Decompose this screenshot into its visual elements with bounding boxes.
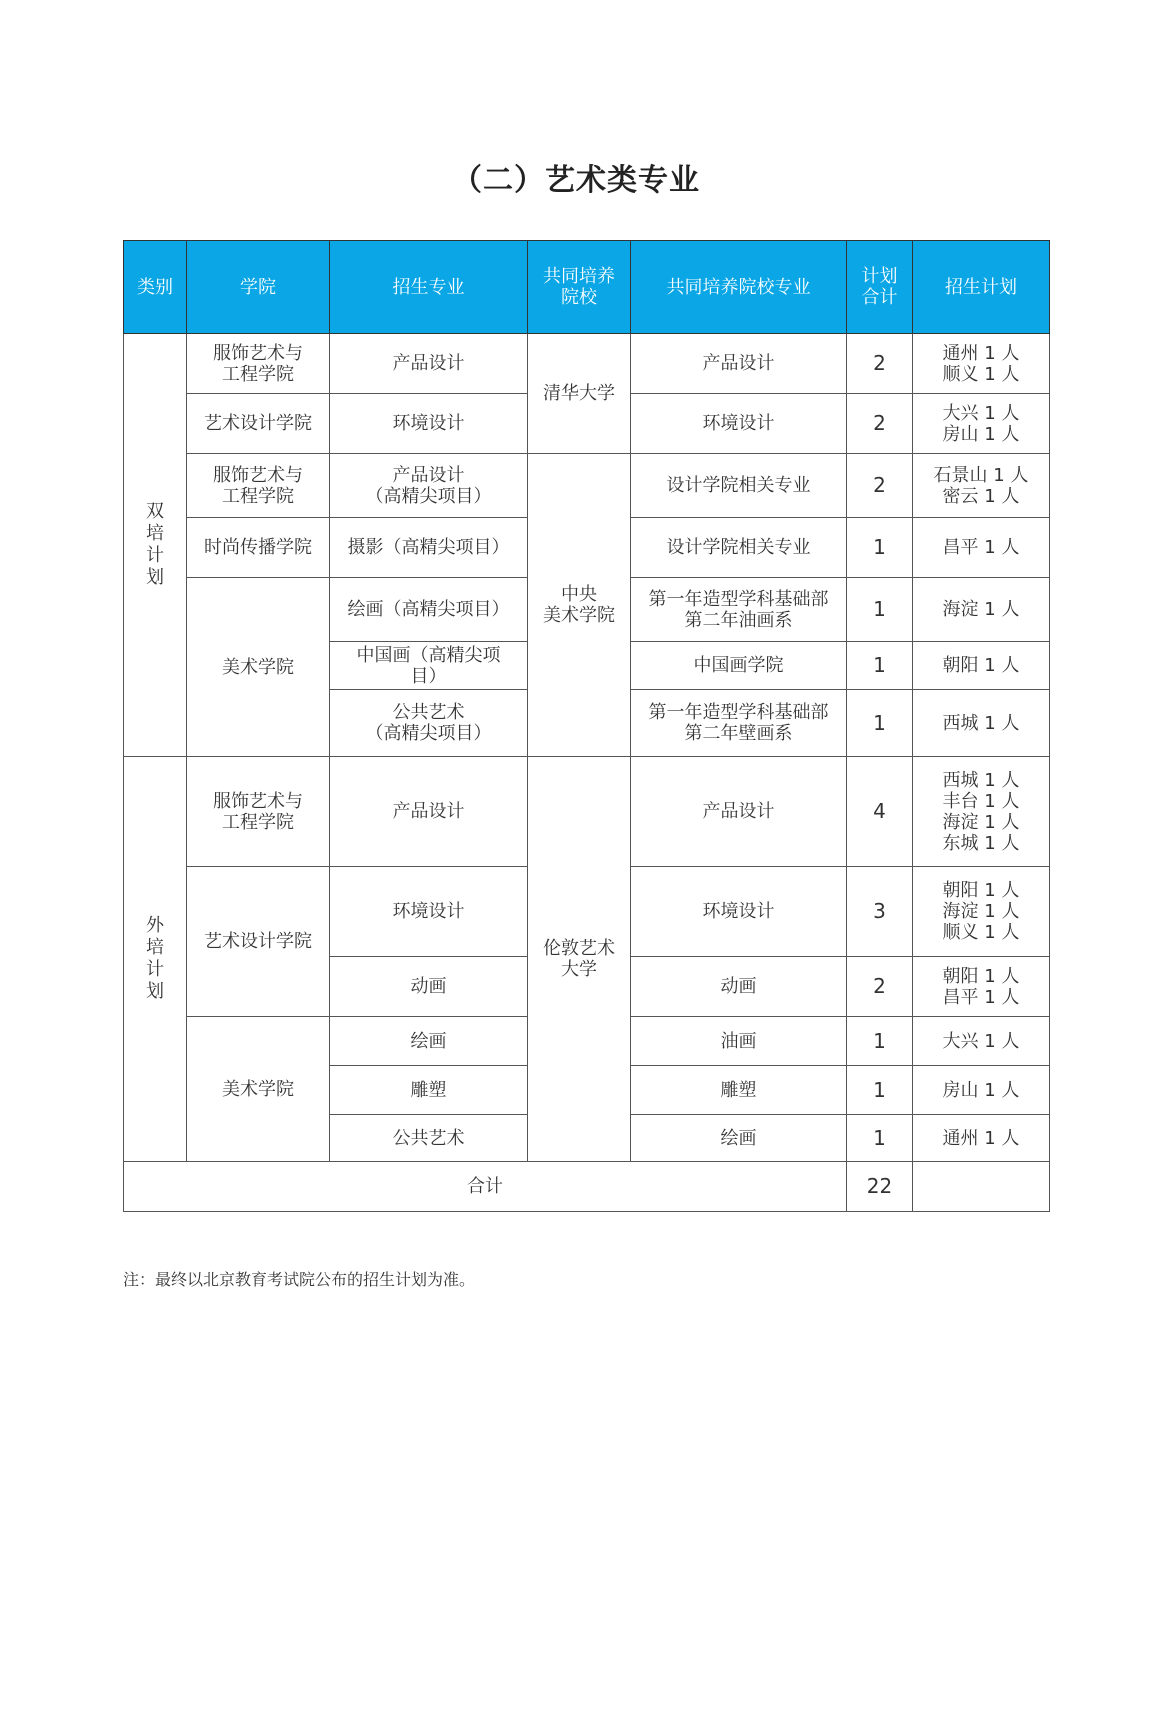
- partner-major-cell: 产品设计: [631, 757, 847, 867]
- count-cell: 3: [847, 867, 913, 957]
- college-cell: 时尚传播学院: [187, 518, 330, 578]
- major-cell: 环境设计: [330, 867, 528, 957]
- total-row: [124, 1162, 1050, 1212]
- category-label: 双培计划: [145, 501, 164, 588]
- header-count: 计划 合计: [847, 241, 913, 334]
- major-cell: 环境设计: [330, 394, 528, 454]
- plan-cell: 西城 1 人: [913, 690, 1050, 757]
- count-cell: 1: [847, 1017, 913, 1066]
- header-major: 招生专业: [330, 241, 528, 334]
- partner-major-cell: 产品设计: [631, 334, 847, 394]
- plan-cell: 石景山 1 人 密云 1 人: [913, 454, 1050, 518]
- count-cell: 2: [847, 454, 913, 518]
- count-cell: 1: [847, 518, 913, 578]
- count-cell: 1: [847, 578, 913, 642]
- college-cell: 服饰艺术与 工程学院: [187, 454, 330, 518]
- partner-major-cell: 动画: [631, 957, 847, 1017]
- count-cell: 4: [847, 757, 913, 867]
- plan-cell: 海淀 1 人: [913, 578, 1050, 642]
- major-cell: 绘画（高精尖项目）: [330, 578, 528, 642]
- partner-cell: 中央 美术学院: [528, 454, 631, 757]
- plan-cell: 房山 1 人: [913, 1066, 1050, 1115]
- major-cell: 中国画（高精尖项 目）: [330, 642, 528, 690]
- college-cell: 服饰艺术与 工程学院: [187, 334, 330, 394]
- category-label: 外培计划: [145, 915, 164, 1002]
- table-row: [124, 334, 1050, 394]
- table-row: [124, 454, 1050, 518]
- count-cell: 1: [847, 1115, 913, 1162]
- count-cell: 1: [847, 690, 913, 757]
- plan-cell: 昌平 1 人: [913, 518, 1050, 578]
- total-plan-empty: [913, 1162, 1050, 1212]
- college-cell: 服饰艺术与 工程学院: [187, 757, 330, 867]
- partner-major-cell: 绘画: [631, 1115, 847, 1162]
- partner-major-cell: 环境设计: [631, 394, 847, 454]
- major-cell: 产品设计 （高精尖项目）: [330, 454, 528, 518]
- plan-cell: 朝阳 1 人 昌平 1 人: [913, 957, 1050, 1017]
- plan-cell: 通州 1 人 顺义 1 人: [913, 334, 1050, 394]
- partner-major-cell: 设计学院相关专业: [631, 454, 847, 518]
- plan-cell: 大兴 1 人: [913, 1017, 1050, 1066]
- count-cell: 2: [847, 957, 913, 1017]
- major-cell: 产品设计: [330, 334, 528, 394]
- partner-cell: 清华大学: [528, 334, 631, 454]
- art-majors-table: [123, 240, 1050, 1212]
- plan-cell: 朝阳 1 人 海淀 1 人 顺义 1 人: [913, 867, 1050, 957]
- partner-major-cell: 环境设计: [631, 867, 847, 957]
- header-category: 类别: [124, 241, 187, 334]
- partner-cell: 伦敦艺术 大学: [528, 757, 631, 1162]
- plan-cell: 朝阳 1 人: [913, 642, 1050, 690]
- total-count: 22: [847, 1162, 913, 1212]
- count-cell: 2: [847, 394, 913, 454]
- table-header: [124, 241, 1050, 334]
- total-label: 合计: [124, 1162, 847, 1212]
- partner-major-cell: 油画: [631, 1017, 847, 1066]
- major-cell: 摄影（高精尖项目）: [330, 518, 528, 578]
- college-cell: 艺术设计学院: [187, 394, 330, 454]
- plan-cell: 大兴 1 人 房山 1 人: [913, 394, 1050, 454]
- major-cell: 公共艺术: [330, 1115, 528, 1162]
- major-cell: 绘画: [330, 1017, 528, 1066]
- major-cell: 雕塑: [330, 1066, 528, 1115]
- plan-cell: 通州 1 人: [913, 1115, 1050, 1162]
- category-cell: [124, 757, 187, 1162]
- table-row: [124, 757, 1050, 867]
- page-title: （二）艺术类专业: [452, 163, 700, 198]
- college-cell: 艺术设计学院: [187, 867, 330, 1017]
- category-cell: [124, 334, 187, 757]
- header-partner: 共同培养 院校: [528, 241, 631, 334]
- header-plan: 招生计划: [913, 241, 1050, 334]
- footnote: 注：最终以北京教育考试院公布的招生计划为准。: [123, 1270, 476, 1289]
- major-cell: 公共艺术 （高精尖项目）: [330, 690, 528, 757]
- partner-major-cell: 设计学院相关专业: [631, 518, 847, 578]
- partner-major-cell: 第一年造型学科基础部 第二年壁画系: [631, 690, 847, 757]
- count-cell: 2: [847, 334, 913, 394]
- partner-major-cell: 中国画学院: [631, 642, 847, 690]
- college-cell: 美术学院: [187, 1017, 330, 1162]
- header-college: 学院: [187, 241, 330, 334]
- partner-major-cell: 雕塑: [631, 1066, 847, 1115]
- major-cell: 产品设计: [330, 757, 528, 867]
- college-cell: 美术学院: [187, 578, 330, 757]
- major-cell: 动画: [330, 957, 528, 1017]
- plan-cell: 西城 1 人 丰台 1 人 海淀 1 人 东城 1 人: [913, 757, 1050, 867]
- header-partner-major: 共同培养院校专业: [631, 241, 847, 334]
- partner-major-cell: 第一年造型学科基础部 第二年油画系: [631, 578, 847, 642]
- count-cell: 1: [847, 1066, 913, 1115]
- count-cell: 1: [847, 642, 913, 690]
